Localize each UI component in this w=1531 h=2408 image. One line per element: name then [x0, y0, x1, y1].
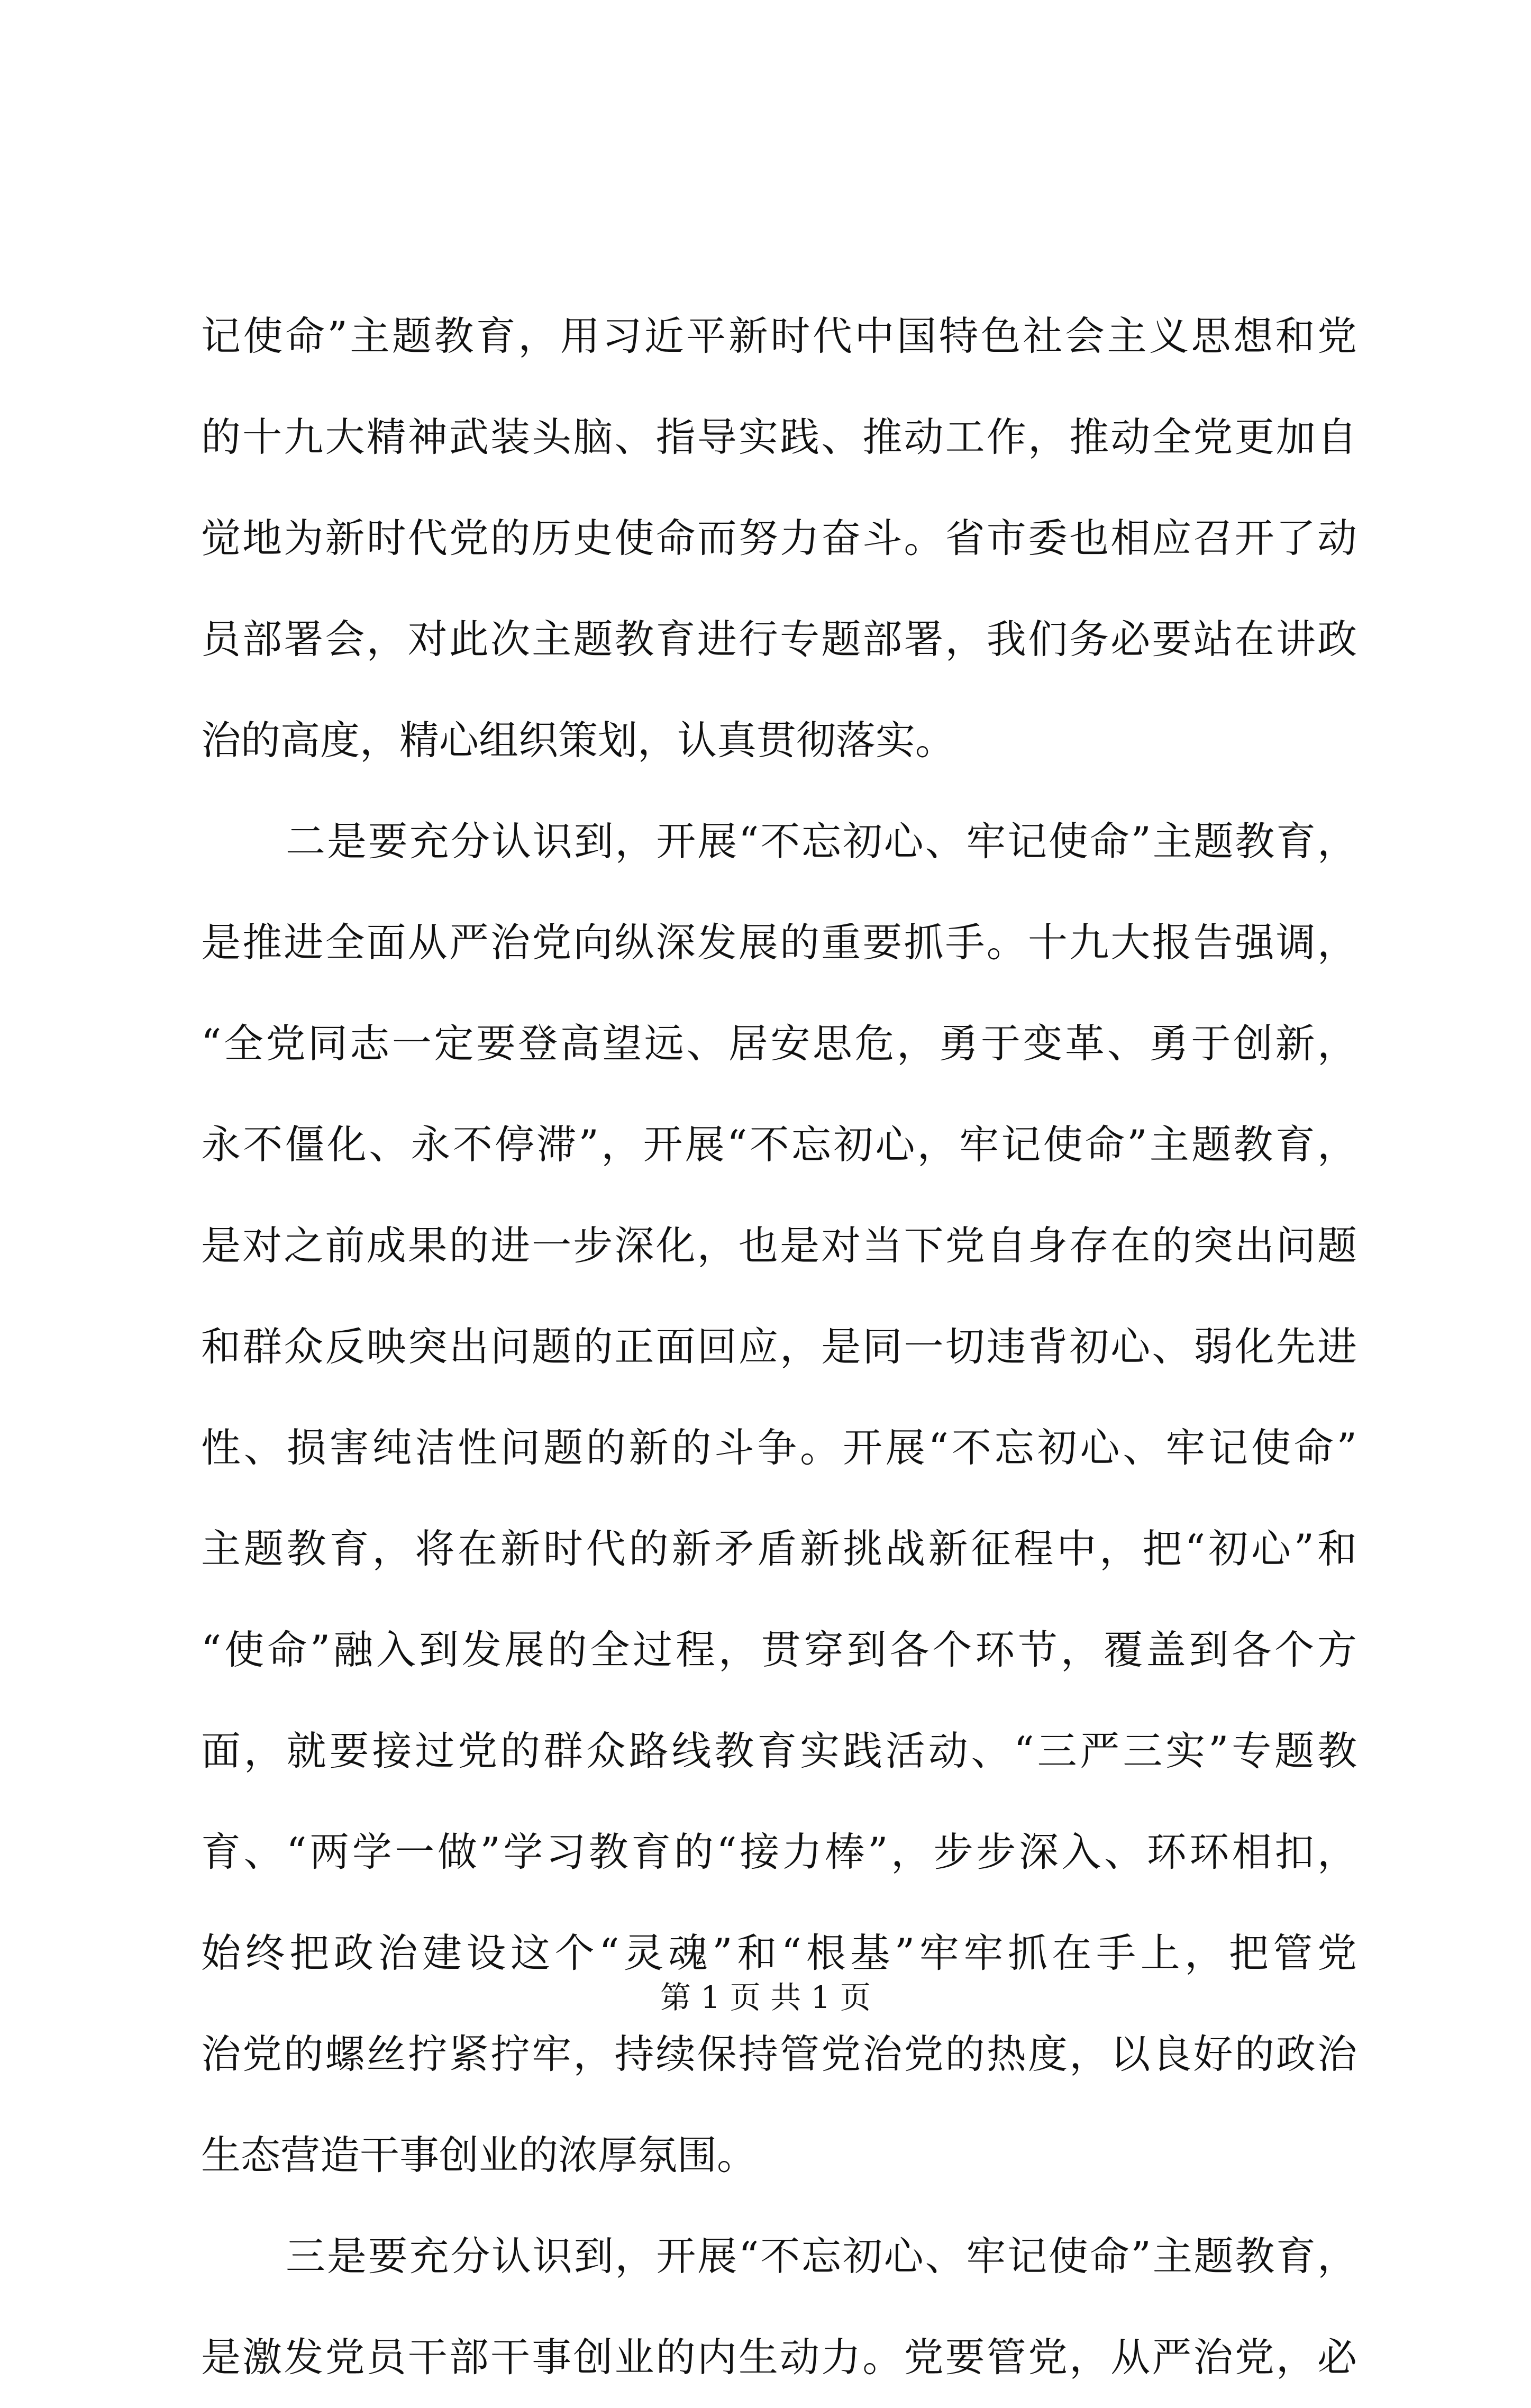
text-line: 治的高度，精心组织策划，认真贯彻落实。: [201, 717, 955, 764]
text-line: 记使命”主题教育，用习近平新时代中国特色社会主义思想和党: [201, 313, 1357, 359]
paragraph-start-line: 三是要充分认识到，开展“不忘初心、牢记使命”主题教育，: [286, 2233, 1357, 2279]
text-line: 觉地为新时代党的历史使命而努力奋斗。省市委也相应召开了动: [201, 515, 1357, 561]
text-line: “使命”融入到发展的全过程，贯穿到各个环节，覆盖到各个方: [201, 1626, 1357, 1673]
text-line: 的十九大精神武装头脑、指导实践、推动工作，推动全党更加自: [201, 414, 1357, 460]
text-line: “全党同志一定要登高望远、居安思危，勇于变革、勇于创新，: [201, 1020, 1357, 1067]
text-line: 育、“两学一做”学习教育的“接力棒”，步步深入、环环相扣，: [201, 1829, 1357, 1875]
document-body: [201, 286, 1357, 2408]
text-line: 员部署会，对此次主题教育进行专题部署，我们务必要站在讲政: [201, 616, 1357, 662]
text-line: 生态营造干事创业的浓厚氛围。: [201, 2132, 757, 2178]
text-line: 是激发党员干部干事创业的内生动力。党要管党，从严治党，必: [201, 2334, 1357, 2380]
text-line: 是对之前成果的进一步深化，也是对当下党自身存在的突出问题: [201, 1222, 1357, 1269]
text-line: 性、损害纯洁性问题的新的斗争。开展“不忘初心、牢记使命”: [201, 1424, 1357, 1471]
text-line: 始终把政治建设这个“灵魂”和“根基”牢牢抓在手上，把管党: [201, 1930, 1357, 1976]
text-line: 主题教育，将在新时代的新矛盾新挑战新征程中，把“初心”和: [201, 1525, 1357, 1572]
text-line: 和群众反映突出问题的正面回应，是同一切违背初心、弱化先进: [201, 1323, 1357, 1370]
text-line: 治党的螺丝拧紧拧牢，持续保持管党治党的热度，以良好的政治: [201, 2031, 1357, 2077]
text-line: 是推进全面从严治党向纵深发展的重要抓手。十九大报告强调，: [201, 919, 1357, 966]
text-line: 永不僵化、永不停滞”，开展“不忘初心，牢记使命”主题教育，: [201, 1121, 1357, 1168]
text-line: 面，就要接过党的群众路线教育实践活动、“三严三实”专题教: [201, 1728, 1357, 1774]
page-footer: 第 1 页 共 1 页: [660, 1979, 871, 2015]
paragraph-start-line: 二是要充分认识到，开展“不忘初心、牢记使命”主题教育，: [286, 818, 1357, 865]
